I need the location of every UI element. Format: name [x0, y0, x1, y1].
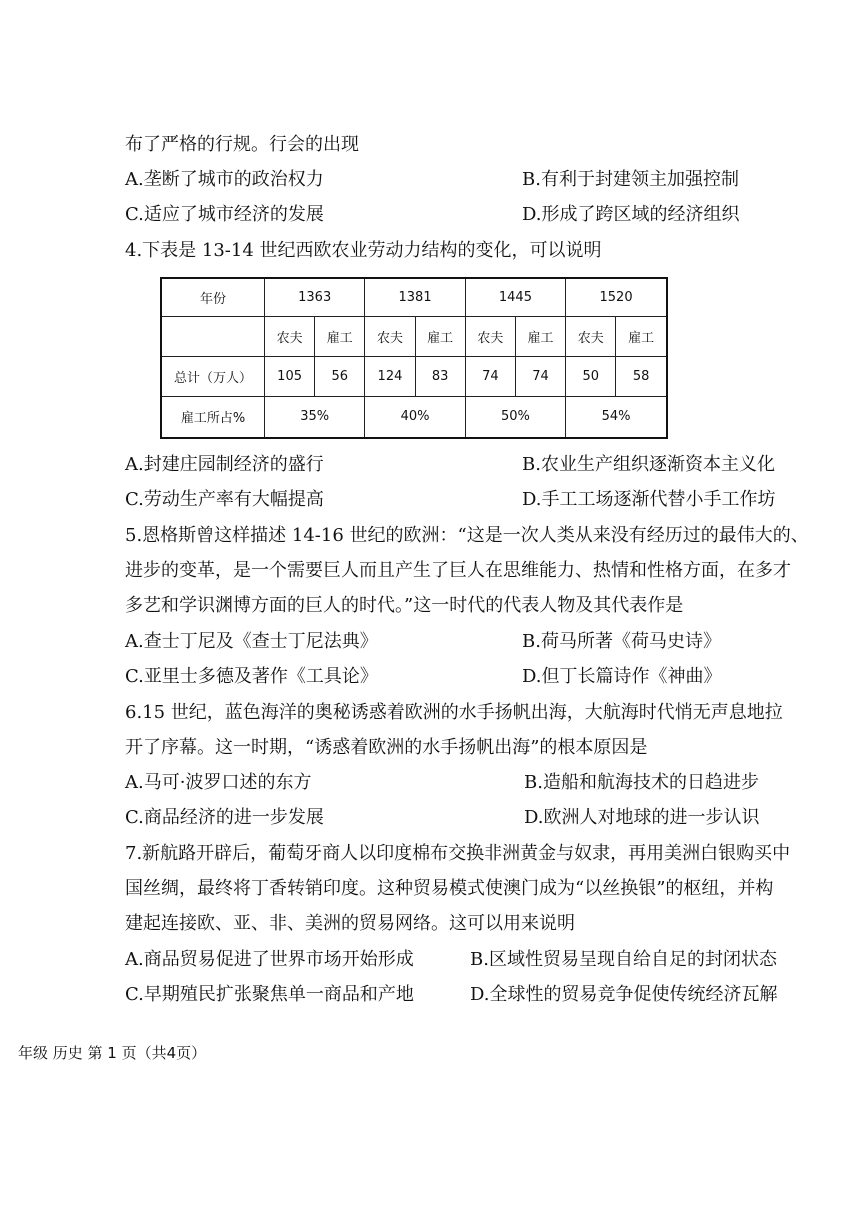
q5-line-3: 多艺和学识渊博方面的巨人的时代。”这一时代的代表人物及其代表作是 — [125, 595, 684, 616]
ratio-cell: 35% — [265, 396, 365, 438]
q4-stem: 4.下表是 13-14 世纪西欧农业劳动力结构的变化，可以说明 — [125, 240, 602, 261]
q3-stem-tail: 布了严格的行规。行会的出现 — [125, 134, 359, 155]
q6-option-a: A.马可·波罗口述的东方 — [125, 772, 312, 793]
q6-line-2: 开了序幕。这一时期，“诱惑着欧洲的水手扬帆出海”的根本原因是 — [125, 737, 648, 758]
ratio-cell: 54% — [566, 396, 667, 438]
sub-header-cell: 农夫 — [365, 316, 415, 356]
sub-header-cell: 农夫 — [465, 316, 515, 356]
q7-option-d: D.全球性的贸易竞争促使传统经济瓦解 — [470, 984, 778, 1005]
q4-option-c: C.劳动生产率有大幅提高 — [125, 489, 324, 510]
total-cell: 105 — [265, 356, 315, 396]
q7-option-a: A.商品贸易促进了世界市场开始形成 — [125, 949, 414, 970]
sub-header-cell: 农夫 — [265, 316, 315, 356]
q5-line-2: 进步的变革，是一个需要巨人而且产生了巨人在思维能力、热情和性格方面，在多才 — [125, 560, 791, 581]
q4-option-d: D.手工工场逐渐代替小手工作坊 — [522, 489, 776, 510]
q5-option-d: D.但丁长篇诗作《神曲》 — [522, 666, 722, 687]
q6-option-c: C.商品经济的进一步发展 — [125, 807, 324, 828]
ratio-cell: 50% — [465, 396, 565, 438]
q7-option-c: C.早期殖民扩张聚焦单一商品和产地 — [125, 984, 414, 1005]
total-cell: 74 — [515, 356, 565, 396]
sub-header-cell: 雇工 — [515, 316, 565, 356]
ratio-cell: 40% — [365, 396, 465, 438]
total-cell: 50 — [566, 356, 616, 396]
q6-option-b: B.造船和航海技术的日趋进步 — [524, 772, 759, 793]
q3-option-a: A.垄断了城市的政治权力 — [125, 169, 324, 190]
total-cell: 58 — [616, 356, 667, 396]
sub-header-cell: 雇工 — [315, 316, 365, 356]
q7-option-b: B.区域性贸易呈现自给自足的封闭状态 — [470, 949, 777, 970]
q7-line-2: 国丝绸，最终将丁香转销印度。这种贸易模式使澳门成为“以丝换银”的枢纽，并构 — [125, 878, 774, 899]
q5-option-c: C.亚里士多德及著作《工具论》 — [125, 666, 378, 687]
sub-header-cell: 雇工 — [616, 316, 667, 356]
q5-option-a: A.查士丁尼及《查士丁尼法典》 — [125, 631, 378, 652]
q6-line-1: 6.15 世纪，蓝色海洋的奥秘诱惑着欧洲的水手扬帆出海，大航海时代悄无声息地拉 — [125, 702, 783, 723]
sub-header-cell: 农夫 — [566, 316, 616, 356]
q4-option-b: B.农业生产组织逐渐资本主义化 — [522, 454, 775, 475]
total-header: 总计（万人） — [161, 356, 265, 396]
total-cell: 124 — [365, 356, 415, 396]
q5-line-1: 5.恩格斯曾这样描述 14-16 世纪的欧洲：“这是一次人类从来没有经历过的最伟大的、 — [125, 525, 809, 546]
total-cell: 56 — [315, 356, 365, 396]
total-cell: 83 — [415, 356, 465, 396]
year-cell: 1520 — [566, 278, 667, 316]
q5-option-b: B.荷马所著《荷马史诗》 — [522, 631, 721, 652]
year-header: 年份 — [161, 278, 265, 316]
q6-option-d: D.欧洲人对地球的进一步认识 — [524, 807, 760, 828]
ratio-header: 雇工所占% — [161, 396, 265, 438]
total-cell: 74 — [465, 356, 515, 396]
q3-option-c: C.适应了城市经济的发展 — [125, 204, 324, 225]
q4-option-a: A.封建庄园制经济的盛行 — [125, 454, 324, 475]
year-cell: 1363 — [265, 278, 365, 316]
q3-option-b: B.有利于封建领主加强控制 — [522, 169, 739, 190]
labor-structure-table — [160, 277, 668, 439]
page-footer: 年级 历史 第 1 页（共4页） — [18, 1044, 207, 1062]
year-cell: 1445 — [465, 278, 565, 316]
empty-cell — [161, 316, 265, 356]
year-cell: 1381 — [365, 278, 465, 316]
q7-line-1: 7.新航路开辟后，葡萄牙商人以印度棉布交换非洲黄金与奴隶，再用美洲白银购买中 — [125, 843, 791, 864]
q3-option-d: D.形成了跨区域的经济组织 — [522, 204, 740, 225]
sub-header-cell: 雇工 — [415, 316, 465, 356]
q7-line-3: 建起连接欧、亚、非、美洲的贸易网络。这可以用来说明 — [125, 913, 575, 934]
